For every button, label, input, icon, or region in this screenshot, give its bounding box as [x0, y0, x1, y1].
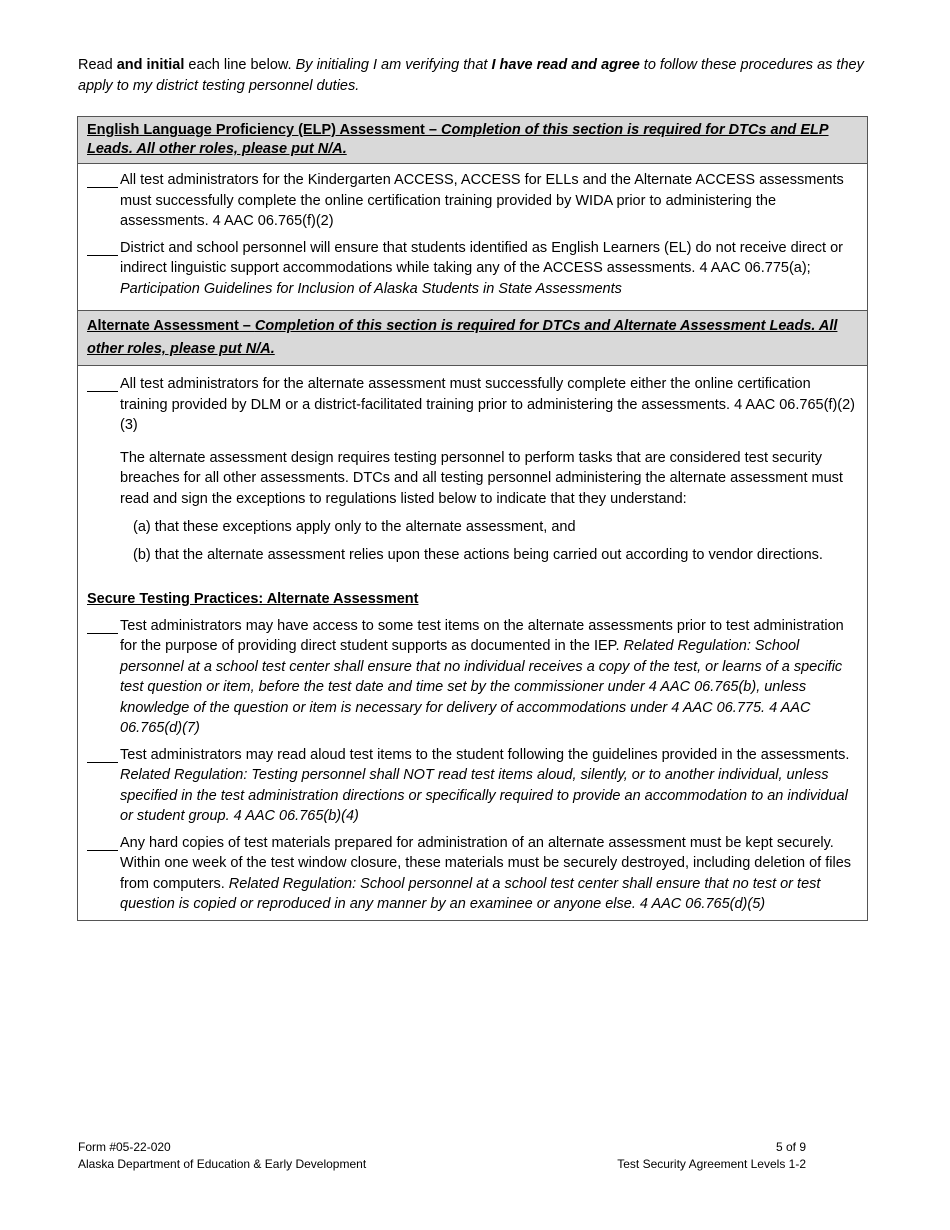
footer-left	[78, 1139, 366, 1173]
secure-item-1: Test administrators may have access to some test items on the alternate assessments prior to test administration for the purpose of providing direct student supports as documented in the IEP. Related Regulation: School personnel at a school test center shall ensure that no individual receives a copy of the test, or learns of a specific test question or item, before the test date and time set by the commissioner under 4 AAC 06.765(b), unless knowledge of the question or item is necessary for delivery of accommodations under 4 AAC 06.775. 4 AAC 06.765(d)(7)	[87, 616, 857, 739]
department-name: Alaska Department of Education & Early Development	[78, 1157, 367, 1171]
secure-item-3: Any hard copies of test materials prepared for administration of an alternate assessment must be kept securely. Within one week of the test window closure, these materials must be securely destroyed, including deletion of files from computers. Related Regulation: School personnel at a school test center shall ensure that no test or test question is copied or reproduced in any manner by an examinee or anyone else. 4 AAC 06.765(d)(5)	[87, 833, 857, 915]
alternate-item-1: All test administrators for the alternate assessment must successfully complete either the online certification training provided by DLM or a district-facilitated training prior to administering the assessments. 4 AAC 06.765(f)(2)(3)	[87, 374, 857, 436]
exception-b: (b) that the alternate assessment relies upon these actions being carried out according to vendor directions.	[133, 546, 823, 563]
elp-section-header: English Language Proficiency (ELP) Assessment – Completion of this section is required for DTCs and ELP Leads. All other roles, please put N/A.	[78, 117, 867, 164]
alternate-section-header: Alternate Assessment – Completion of this section is required for DTCs and Alternate Assessment Leads. All other roles, please put N/A.	[78, 310, 867, 366]
footer-right	[617, 1139, 806, 1173]
form-number: Form #05-22-020	[78, 1140, 171, 1154]
alternate-exceptions-paragraph: The alternate assessment design requires testing personnel to perform tasks that are considered test security breaches for all other assessments. DTCs and all testing personnel administering the alternate assessment must read and sign the exceptions to regulations listed below to indicate that they understand:	[120, 449, 843, 507]
initial-blank[interactable]	[87, 374, 118, 392]
secure-item-2: Test administrators may read aloud test items to the student following the guidelines provided in the assessments. Related Regulation: Testing personnel shall NOT read test items aloud, silently, or to another individual, unless specified in the test administration directions or specifically required to provide an accommodation to an individual or student group. 4 AAC 06.765(b)(4)	[87, 745, 857, 827]
initial-blank[interactable]	[87, 833, 118, 851]
document-title: Test Security Agreement Levels 1-2	[617, 1157, 806, 1171]
page-number: 5 of 9	[775, 1140, 806, 1154]
agreement-table	[77, 116, 868, 921]
instructions: Read and initial each line below. By initialing I am verifying that I have read and agree to follow these procedures as they apply to my district testing personnel duties.	[78, 57, 864, 94]
initial-blank[interactable]	[87, 616, 118, 634]
elp-item-1: All test administrators for the Kindergarten ACCESS, ACCESS for ELLs and the Alternate ACCESS assessments must successfully complete the online certification training provided by WIDA prior to administering the assessments. 4 AAC 06.765(f)(2)	[87, 170, 857, 232]
secure-testing-heading: Secure Testing Practices: Alternate Assessment	[87, 591, 419, 607]
alternate-section	[78, 366, 867, 920]
exception-a: (a) that these exceptions apply only to the alternate assessment, and	[133, 519, 576, 535]
elp-section	[78, 164, 867, 310]
initial-blank[interactable]	[87, 238, 118, 256]
initial-blank[interactable]	[87, 745, 118, 763]
initial-blank[interactable]	[87, 170, 118, 188]
elp-item-2: District and school personnel will ensure that students identified as English Learners (EL) do not receive direct or indirect linguistic support accommodations while taking any of the ACCESS assessments. 4 AAC 06.775(a); Participation Guidelines for Inclusion of Alaska Students in State Assessments	[87, 238, 857, 300]
